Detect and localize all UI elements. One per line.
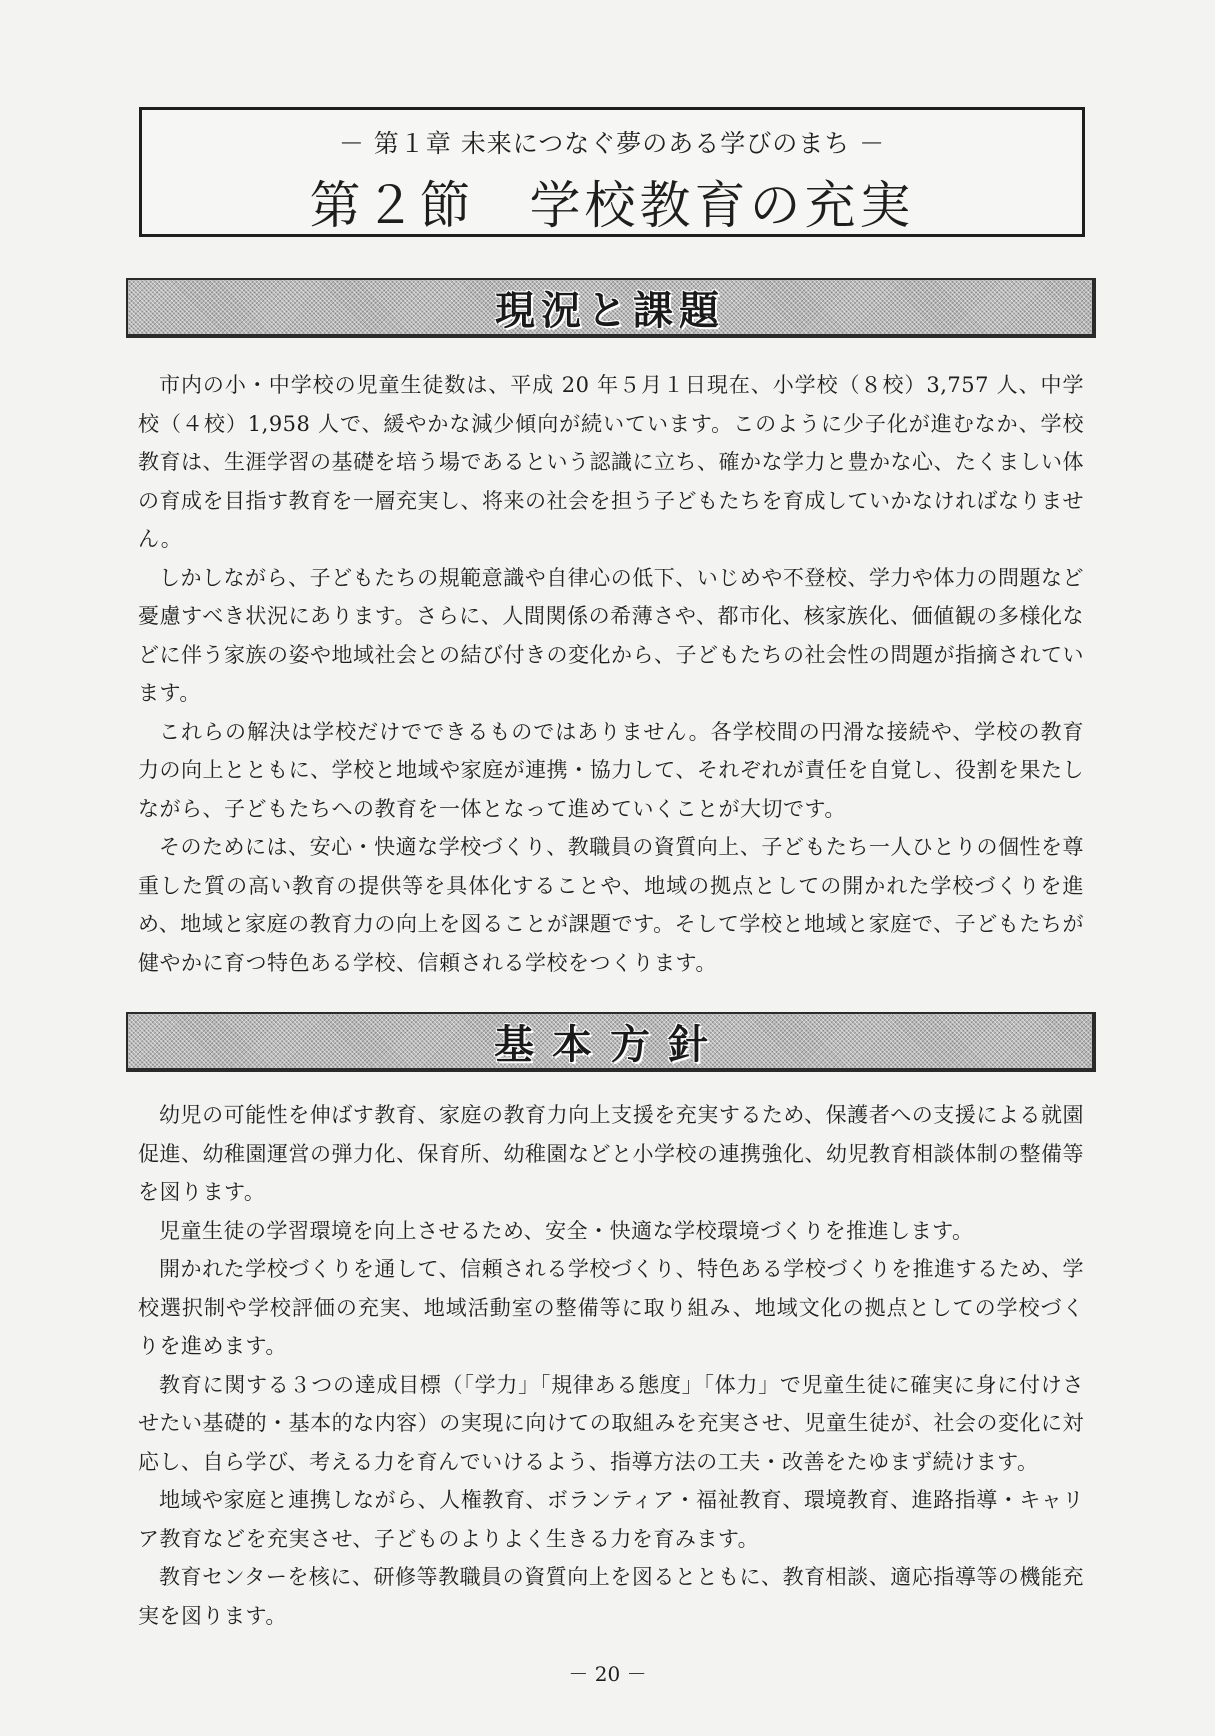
chapter-title-box [139, 107, 1085, 237]
paragraph: 幼児の可能性を伸ばす教育、家庭の教育力向上支援を充実するため、保護者への支援による就園促進、幼稚園運営の弾力化、保育所、幼稚園などと小学校の連携強化、幼児教育相談体制の整備等を図ります。 [138, 1103, 1084, 1204]
page-number: － 20 － [568, 1662, 647, 1686]
basic-policy-body [138, 1096, 1084, 1635]
section-title: 第２節 学校教育の充実 [309, 177, 915, 236]
paragraph: 教育センターを核に、研修等教職員の資質向上を図るとともに、教育相談、適応指導等の機能充実を図ります。 [138, 1565, 1084, 1628]
paragraph: 市内の小・中学校の児童生徒数は、平成 20 年５月１日現在、小学校（８校）3,757 人、中学校（４校）1,958 人で、緩やかな減少傾向が続いています。このように少子化が進むなか、学校教育は、生涯学習の基礎を培う場であるという認識に立ち、確かな学力と豊かな心、たくましい体の育成を目指す教育を一層充実し、将来の社会を担う子どもたちを育成していかなければなりません。 [138, 373, 1084, 551]
chapter-label: － 第１章 未来につなぐ夢のある学びのまち － [338, 129, 886, 158]
current-status-heading-banner [126, 278, 1096, 338]
paragraph: 教育に関する３つの達成目標（「学力」「規律ある態度」「体力」で児童生徒に確実に身に付けさせたい基礎的・基本的な内容）の実現に向けての取組みを充実させ、児童生徒が、社会の変化に対応し、自ら学び、考える力を育んでいけるよう、指導方法の工夫・改善をたゆまず続けます。 [138, 1372, 1084, 1474]
current-status-heading: 現況と課題 [495, 287, 725, 334]
paragraph: 児童生徒の学習環境を向上させるため、安全・快適な学校環境づくりを推進します。 [159, 1218, 974, 1243]
paragraph: 開かれた学校づくりを通して、信頼される学校づくり、特色ある学校づくりを推進するため、学校選択制や学校評価の充実、地域活動室の整備等に取り組み、地域文化の拠点としての学校づくりを進めます。 [138, 1257, 1084, 1358]
paragraph: そのためには、安心・快適な学校づくり、教職員の資質向上、子どもたち一人ひとりの個性を尊重した質の高い教育の提供等を具体化することや、地域の拠点としての開かれた学校づくりを進め、地域と家庭の教育力の向上を図ることが課題です。そして学校と地域と家庭で、子どもたちが健やかに育つ特色ある学校、信頼される学校をつくります。 [138, 835, 1084, 975]
basic-policy-heading: 基本方針 [494, 1021, 726, 1068]
basic-policy-heading-banner [126, 1012, 1096, 1072]
paragraph: しかしながら、子どもたちの規範意識や自律心の低下、いじめや不登校、学力や体力の問題など憂慮すべき状況にあります。さらに、人間関係の希薄さや、都市化、核家族化、価値観の多様化などに伴う家族の姿や地域社会との結び付きの変化から、子どもたちの社会性の問題が指摘されています。 [138, 565, 1084, 705]
paragraph: 地域や家庭と連携しながら、人権教育、ボランティア・福祉教育、環境教育、進路指導・キャリア教育などを充実させ、子どものよりよく生きる力を育みます。 [138, 1488, 1084, 1551]
current-status-body [138, 366, 1084, 982]
paragraph: これらの解決は学校だけでできるものではありません。各学校間の円滑な接続や、学校の教育力の向上とともに、学校と地域や家庭が連携・協力して、それぞれが責任を自覚し、役割を果たしながら、子どもたちへの教育を一体となって進めていくことが大切です。 [138, 719, 1084, 821]
